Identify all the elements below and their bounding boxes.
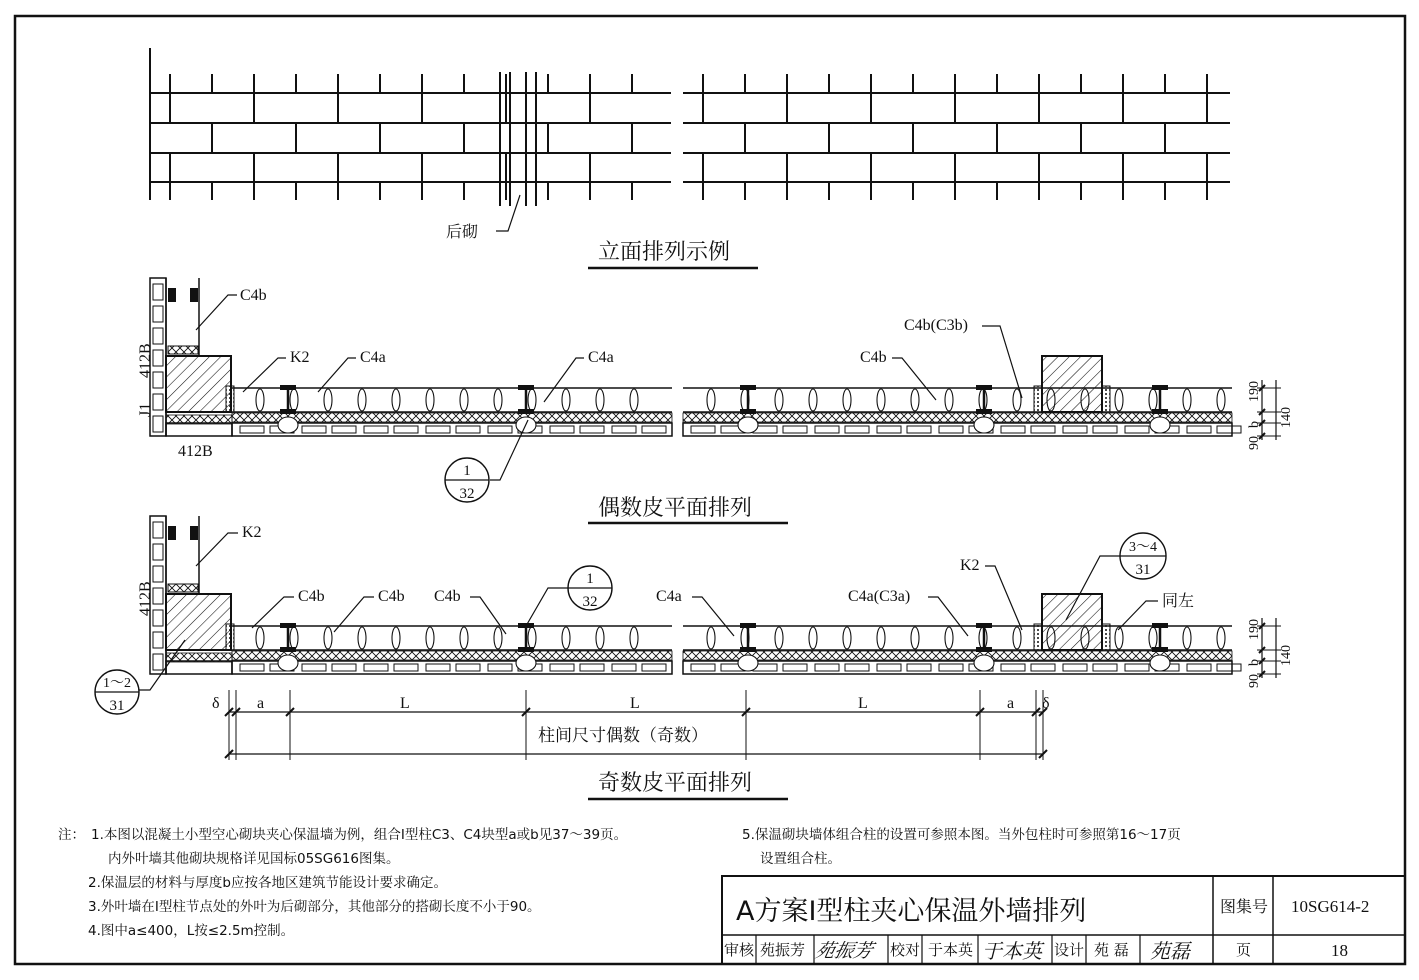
- block-cavity: [691, 426, 715, 433]
- mortar-fill: [226, 386, 234, 412]
- block-cell: [1013, 627, 1021, 649]
- block-cell: [392, 627, 400, 649]
- mortar-fill: [1034, 624, 1042, 650]
- block-cavity: [488, 664, 512, 671]
- block-cell: [630, 389, 638, 411]
- mortar-fill: [1034, 386, 1042, 412]
- dim-value: b: [1247, 659, 1262, 666]
- label-c4b-c3b: C4b(C3b): [904, 317, 968, 334]
- left-wall-cell: [153, 522, 163, 538]
- notes-left: [58, 823, 718, 943]
- note-5b: 设置组合柱。: [760, 851, 841, 867]
- block-cell: [809, 389, 817, 411]
- label-c4a-left: C4a: [656, 588, 682, 605]
- detail-ref-circle-mid: [526, 566, 612, 626]
- concrete-column-left: [166, 594, 231, 650]
- concrete-column-right: [1042, 356, 1102, 412]
- block-cavity: [815, 664, 839, 671]
- dim-value: b: [1247, 421, 1262, 428]
- page-label: 页: [1236, 941, 1252, 959]
- block-cavity: [1001, 664, 1025, 671]
- left-wall-cell: [153, 610, 163, 626]
- block-cell: [911, 389, 919, 411]
- checker: 于本英: [928, 941, 974, 959]
- left-wall-cell: [153, 350, 163, 366]
- block-cavity: [1217, 426, 1241, 433]
- block-cavity: [1217, 664, 1241, 671]
- tie-bar: [190, 288, 198, 302]
- label-c4b-3: C4b: [434, 588, 461, 605]
- svg-text:32: 32: [459, 486, 475, 502]
- block-cell: [809, 627, 817, 649]
- block-cell: [290, 389, 298, 411]
- even-plan-title: 偶数皮平面排列: [598, 496, 753, 521]
- note-4: 4.图中a≤400，L按≤2.5m控制。: [88, 923, 295, 939]
- label-j1: J1: [137, 402, 154, 417]
- label-c4a-2: C4a: [588, 349, 614, 366]
- insulation-layer: [683, 651, 1232, 660]
- block-cavity: [939, 664, 963, 671]
- joint-gap: [974, 655, 994, 671]
- block-cavity: [332, 664, 356, 671]
- left-wall-cell: [153, 654, 163, 670]
- block-cavity: [691, 664, 715, 671]
- atlas-no: 10SG614-2: [1291, 897, 1370, 916]
- block-cell: [945, 627, 953, 649]
- block-cavity: [550, 664, 574, 671]
- detail-ref-circle-left: [95, 640, 185, 714]
- joint-gap: [974, 417, 994, 433]
- note-1b: 内外叶墙其他砌块规格详见国标05SG616图集。: [108, 851, 400, 867]
- block-cavity: [302, 426, 326, 433]
- block-cell: [256, 627, 264, 649]
- block-cavity: [580, 426, 604, 433]
- left-wall-cell: [153, 284, 163, 300]
- note-1a: 1.本图以混凝土小型空心砌块夹心保温墙为例，组合Ⅰ型柱C3、C4块型a或b见37～39页。: [91, 827, 628, 843]
- mortar-fill: [1102, 624, 1110, 650]
- block-cavity: [550, 426, 574, 433]
- dim-L2: L: [630, 695, 640, 712]
- insulation-layer: [232, 413, 672, 422]
- svg-text:3～4: 3～4: [1129, 540, 1157, 555]
- dim-value: 90: [1247, 674, 1262, 688]
- review-label: 审核: [724, 941, 755, 959]
- block-cell: [843, 627, 851, 649]
- block-cavity: [642, 426, 666, 433]
- dimension-chain: [212, 690, 1050, 760]
- svg-text:1: 1: [463, 463, 471, 479]
- concrete-column-right: [1042, 594, 1102, 650]
- left-wall-cell: [153, 588, 163, 604]
- block-cavity: [332, 426, 356, 433]
- label-c4b-2: C4b: [378, 588, 405, 605]
- block-cavity: [907, 426, 931, 433]
- block-cell: [290, 627, 298, 649]
- svg-text:31: 31: [109, 698, 125, 714]
- block-cavity: [456, 664, 480, 671]
- block-cavity: [1093, 426, 1117, 433]
- design-label: 设计: [1054, 941, 1085, 959]
- block-cell: [843, 389, 851, 411]
- later-masonry-label: 后砌: [446, 222, 479, 241]
- sheet-border: [15, 16, 1405, 964]
- block-cavity: [1125, 426, 1149, 433]
- block-cavity: [240, 664, 264, 671]
- concrete-column-left: [166, 356, 231, 412]
- block-cavity: [1063, 664, 1087, 671]
- dim-a-right: a: [1007, 695, 1015, 712]
- block-cavity: [302, 664, 326, 671]
- block-cavity: [845, 426, 869, 433]
- dim-value: 190: [1247, 619, 1262, 640]
- block-cell: [596, 389, 604, 411]
- elevation-title: 立面排列示例: [598, 240, 731, 265]
- label-same-left: 同左: [1162, 591, 1195, 610]
- tie-bar: [190, 526, 198, 540]
- block-cell: [358, 389, 366, 411]
- block-cavity: [426, 664, 450, 671]
- even-dimension-stack: [1247, 380, 1294, 450]
- dim-value: 140: [1279, 407, 1294, 428]
- block-cell: [392, 389, 400, 411]
- label-c4b-1: C4b: [298, 588, 325, 605]
- block-cavity: [240, 426, 264, 433]
- block-cavity: [642, 664, 666, 671]
- left-wall-cell: [153, 416, 163, 432]
- block-cavity: [394, 664, 418, 671]
- block-cell: [1149, 627, 1157, 649]
- block-cell: [877, 627, 885, 649]
- block-cell: [775, 627, 783, 649]
- block-cell: [528, 389, 536, 411]
- dim-value: 190: [1247, 381, 1262, 402]
- dim-delta-right: δ: [1042, 695, 1050, 712]
- joint-gap: [1150, 655, 1170, 671]
- left-wall-cell: [153, 372, 163, 388]
- block-cell: [528, 627, 536, 649]
- block-cell: [494, 389, 502, 411]
- dim-L3: L: [858, 695, 868, 712]
- even-course-plan: [150, 278, 1241, 436]
- block-cell: [426, 627, 434, 649]
- reviewer: 苑振芳: [760, 941, 806, 959]
- block-cell: [494, 627, 502, 649]
- block-cell: [707, 389, 715, 411]
- block-cavity: [394, 426, 418, 433]
- odd-dimension-stack: [1247, 618, 1294, 688]
- joint-gap: [278, 417, 298, 433]
- page-number: 18: [1331, 941, 1348, 960]
- tie-bar: [168, 526, 176, 540]
- dim-value: 140: [1279, 645, 1294, 666]
- label-k2: K2: [290, 349, 310, 366]
- label-k2-top: K2: [242, 524, 262, 541]
- block-cavity: [783, 426, 807, 433]
- block-cavity: [877, 664, 901, 671]
- block-cell: [707, 627, 715, 649]
- block-cell: [911, 627, 919, 649]
- label-412b-bottom: 412B: [178, 443, 213, 460]
- label-c4a-1: C4a: [360, 349, 386, 366]
- joint-gap: [278, 655, 298, 671]
- block-cell: [460, 627, 468, 649]
- block-cavity: [1187, 426, 1211, 433]
- block-cavity: [1125, 664, 1149, 671]
- block-cavity: [612, 426, 636, 433]
- joint-gap: [1150, 417, 1170, 433]
- svg-text:32: 32: [582, 594, 598, 610]
- label-412b-vertical-odd: 412B: [137, 581, 154, 616]
- left-wall-cell: [153, 306, 163, 322]
- block-cell: [1115, 389, 1123, 411]
- block-cavity: [907, 664, 931, 671]
- block-cavity: [939, 426, 963, 433]
- block-cell: [1217, 627, 1225, 649]
- detail-ref-circle-even: [445, 420, 528, 502]
- block-cell: [562, 627, 570, 649]
- block-cavity: [1093, 664, 1117, 671]
- block-cell: [358, 627, 366, 649]
- block-cavity: [845, 664, 869, 671]
- label-c4a-c3a: C4a(C3a): [848, 588, 911, 605]
- insulation-layer: [168, 584, 198, 592]
- block-cell: [426, 389, 434, 411]
- dim-a-left: a: [257, 695, 265, 712]
- block-cell: [596, 627, 604, 649]
- insulation-layer: [232, 651, 672, 660]
- block-cell: [1183, 627, 1191, 649]
- svg-text:31: 31: [1135, 562, 1151, 578]
- svg-text:1～2: 1～2: [103, 676, 131, 691]
- notes-prefix: 注：: [58, 827, 85, 843]
- block-cavity: [1063, 426, 1087, 433]
- designer: 苑 磊: [1094, 941, 1129, 959]
- outer-leaf: [166, 423, 232, 436]
- block-cell: [562, 389, 570, 411]
- block-cell: [877, 389, 885, 411]
- drawing-title: A方案Ⅰ型柱夹心保温外墙排列: [736, 896, 1087, 927]
- block-cavity: [1031, 426, 1055, 433]
- block-cavity: [815, 426, 839, 433]
- mortar-fill: [226, 624, 234, 650]
- joint-gap: [516, 655, 536, 671]
- label-c4b-top: C4b: [240, 287, 267, 304]
- mortar-fill: [1102, 386, 1110, 412]
- block-cell: [324, 627, 332, 649]
- block-cell: [775, 389, 783, 411]
- insulation-layer: [168, 346, 198, 354]
- joint-gap: [738, 655, 758, 671]
- insulation-layer: [683, 413, 1232, 422]
- left-wall-cell: [153, 328, 163, 344]
- note-5a: 5.保温砌块墙体组合柱的设置可参照本图。当外包柱时可参照第16～17页: [742, 827, 1181, 843]
- outer-leaf: [166, 661, 232, 674]
- block-cavity: [877, 426, 901, 433]
- dim-overall: 柱间尺寸偶数（奇数）: [538, 726, 708, 746]
- elevation-brick-pattern: [150, 48, 1230, 206]
- block-cell: [1217, 389, 1225, 411]
- dim-value: 90: [1247, 436, 1262, 450]
- joint-gap: [738, 417, 758, 433]
- check-label: 校对: [890, 941, 921, 959]
- block-cavity: [1001, 426, 1025, 433]
- label-412b-vertical: 412B: [137, 343, 154, 378]
- note-3: 3.外叶墙在Ⅰ型柱节点处的外叶为后砌部分，其他部分的搭砌长度不小于90。: [88, 899, 541, 915]
- dim-delta-left: δ: [212, 695, 220, 712]
- block-cavity: [456, 426, 480, 433]
- svg-text:1: 1: [586, 571, 594, 587]
- left-wall-cell: [153, 394, 163, 410]
- label-c4b-right: C4b: [860, 349, 887, 366]
- block-cavity: [364, 664, 388, 671]
- title-block: [722, 876, 1405, 964]
- block-cell: [1183, 389, 1191, 411]
- left-wall-cell: [153, 632, 163, 648]
- block-cavity: [1031, 664, 1055, 671]
- block-cell: [324, 389, 332, 411]
- block-cavity: [364, 426, 388, 433]
- left-wall-cell: [153, 544, 163, 560]
- block-cell: [256, 389, 264, 411]
- atlas-no-label: 图集号: [1220, 897, 1269, 916]
- block-cavity: [612, 664, 636, 671]
- tie-bar: [168, 288, 176, 302]
- block-cavity: [488, 426, 512, 433]
- reviewer-signature: 苑振芳: [813, 941, 875, 962]
- label-k2-right: K2: [960, 557, 980, 574]
- block-cavity: [426, 426, 450, 433]
- block-cavity: [783, 664, 807, 671]
- block-cell: [1115, 627, 1123, 649]
- block-cell: [945, 389, 953, 411]
- checker-signature: 于本英: [982, 941, 1042, 963]
- later-masonry-leader: [446, 195, 520, 241]
- dim-L1: L: [400, 695, 410, 712]
- note-2: 2.保温层的材料与厚度b应按各地区建筑节能设计要求确定。: [88, 875, 447, 891]
- block-cavity: [580, 664, 604, 671]
- block-cell: [1149, 389, 1157, 411]
- block-cell: [630, 627, 638, 649]
- notes-right: [742, 823, 1382, 871]
- block-cell: [460, 389, 468, 411]
- block-cavity: [1187, 664, 1211, 671]
- odd-plan-title: 奇数皮平面排列: [598, 771, 753, 796]
- designer-signature: 苑磊: [1150, 941, 1190, 963]
- left-wall-cell: [153, 566, 163, 582]
